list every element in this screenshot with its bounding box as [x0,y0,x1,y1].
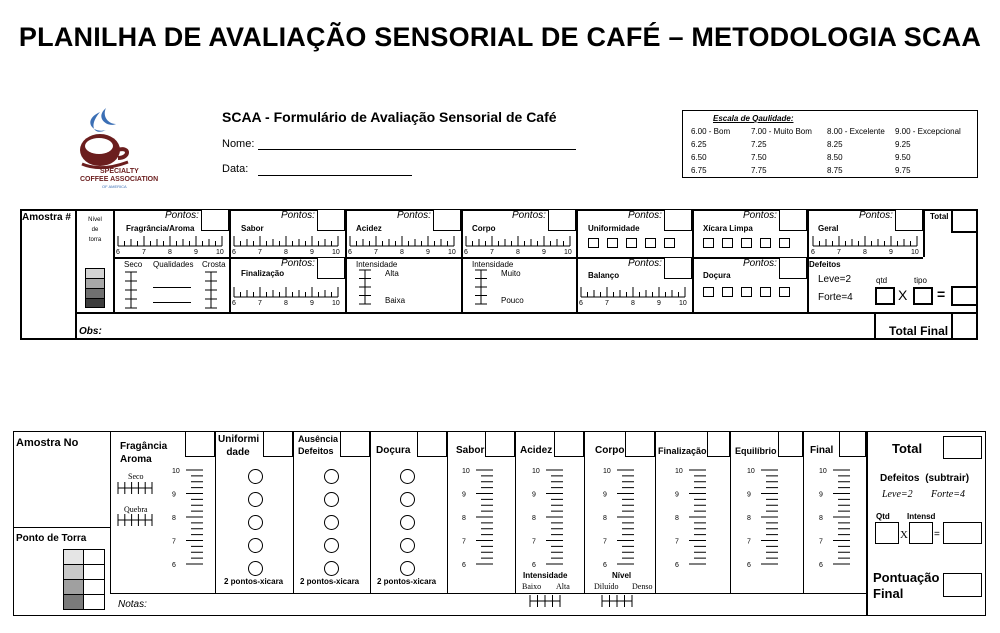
f2-body-low: Diluído [594,582,619,591]
scale-tick-label: 9 [819,491,823,499]
roast-level-label: Nível de torra [88,217,102,243]
quality-scale-cell: 9.75 [895,166,911,175]
form1-heading: SCAA - Formulário de Avaliação Sensorial de Café [222,109,557,125]
quality-scale-cell: 7.50 [751,153,767,162]
defects-x: X [898,287,908,303]
f2-frag-break-comb[interactable] [118,514,152,526]
defects-eq: = [937,286,946,302]
scale-tick-label: 6 [116,249,120,256]
f2-defects-result-box[interactable] [943,522,982,544]
points-label: Pontos: [628,210,662,221]
date-label: Data: [222,163,249,175]
defects-qty-label: qtd [876,276,888,285]
f2-defects-strong: Forte=4 [931,489,965,500]
attr-flavor: Sabor [241,224,264,233]
quality-scale-cell: 7.25 [751,140,767,149]
total-label: Total [930,212,949,221]
f2-fragrance-scale[interactable] [172,468,203,569]
scale-tick-label: 7 [819,538,823,546]
scale-tick-label: 9 [426,249,430,256]
points-label: Pontos: [397,210,431,221]
acidity-high: Alta [385,269,399,278]
f2-x: X [900,529,908,541]
scale-tick-label: 9 [310,300,314,307]
points-label: Pontos: [281,258,315,269]
logo-line1: SPECIALTY [100,168,139,175]
attr-balance: Balanço [588,271,620,280]
f2-aftertaste-scale[interactable] [675,468,706,569]
points-label: Pontos: [281,210,315,221]
scale-tick-label: 8 [516,249,520,256]
quality-scale-cell: 8.00 - Excelente [827,127,885,136]
scale-tick-label: 7 [532,538,536,546]
attr-aftertaste: Finalização [241,269,285,278]
points-label: Pontos: [743,258,777,269]
attr-body: Corpo [472,224,496,233]
scale-tick-label: 10 [216,249,224,256]
scale-tick-label: 7 [837,249,841,256]
scale-tick-label: 10 [448,249,456,256]
f2-frag-break: Quebra [124,505,148,514]
f2-fragrance-label: Fragância Aroma [120,441,168,465]
f2-score-label: Pontuação Final [873,570,940,601]
scale-tick-label: 8 [168,249,172,256]
body-low: Pouco [501,296,524,305]
obs-label: Obs: [79,326,102,337]
scale-tick-label: 9 [675,491,679,499]
f2-total-box[interactable] [943,436,982,459]
scale-tick-label: 8 [603,515,607,522]
f2-acidity-intensity-comb[interactable] [530,595,560,607]
scale-tick-label: 10 [747,468,755,475]
scale-tick-label: 6 [348,249,352,256]
scale-tick-label: 10 [532,468,540,475]
scale-tick-label: 7 [374,249,378,256]
scale-tick-label: 8 [532,515,536,522]
quality-scale-cell: 6.75 [691,166,707,175]
f2-sweetness-points: 2 pontos-xicara [377,577,437,586]
scale-tick-label: 6 [232,300,236,307]
f2-defects-label: Defeitos (subtrair) [880,473,970,484]
quality-scale-cell: 9.50 [895,153,911,162]
quality-scale-cell: 6.00 - Bom [691,127,731,136]
scale-tick-label: 9 [542,249,546,256]
frag-crust-label: Crosta [202,260,226,269]
f2-body-label: Corpo [595,445,625,456]
scale-tick-label: 7 [747,538,751,546]
scale-tick-label: 9 [462,491,466,499]
f2-absence-points: 2 pontos-xicara [300,577,360,586]
scale-tick-label: 10 [819,468,827,475]
f2-total-label: Total [892,441,923,456]
final-total-label: Total Final [889,324,949,338]
scale-tick-label: 10 [603,468,611,475]
attr-clean-cup: Xícara Limpa [703,224,753,233]
f2-qty-label: Qtd [876,512,890,521]
f2-frag-dry-comb[interactable] [118,482,152,494]
scale-tick-label: 9 [194,249,198,256]
quality-scale-cell: 8.50 [827,153,843,162]
scale-tick-label: 10 [462,468,470,475]
defects-light: Leve=2 [818,274,852,285]
f2-acidity-scale[interactable] [532,468,563,569]
f2-qty-box[interactable] [875,522,899,544]
scale-tick-label: 8 [863,249,867,256]
f2-body-scale[interactable] [603,468,634,569]
f2-acidity-high: Alta [556,582,570,591]
scale-tick-label: 6 [603,562,607,569]
scale-tick-label: 6 [747,562,751,569]
defects-type-label: tipo [914,276,927,285]
quality-scale-cell: 8.75 [827,166,843,175]
logo-line2: COFFEE ASSOCIATION [80,176,159,183]
points-label: Pontos: [512,210,546,221]
quality-scale-cell: 7.75 [751,166,767,175]
f2-acidity-intensity: Intensidade [523,571,568,580]
scale-tick-label: 9 [657,300,661,307]
scale-tick-label: 6 [819,562,823,569]
f2-sweetness-label: Doçura [376,445,411,456]
scale-tick-label: 10 [172,468,180,475]
scale-tick-label: 8 [747,515,751,522]
quality-scale-cell: 9.00 - Excepcional [895,127,961,136]
scale-tick-label: 8 [631,300,635,307]
f2-sample-label: Amostra No [16,437,79,449]
f2-final-label: Final [810,445,834,456]
scale-tick-label: 10 [679,300,687,307]
attr-fragrance: Fragrância/Aroma [126,224,195,233]
scale-tick-label: 7 [462,538,466,546]
attr-defects: Defeitos [809,260,841,269]
scale-tick-label: 9 [889,249,893,256]
points-label: Pontos: [165,210,199,221]
scale-tick-label: 9 [172,491,176,499]
f2-score-box[interactable] [943,573,982,597]
scale-tick-label: 6 [232,249,236,256]
scale-tick-label: 7 [490,249,494,256]
scale-tick-label: 8 [284,300,288,307]
scale-tick-label: 7 [603,538,607,546]
scale-tick-label: 6 [532,562,536,569]
acidity-intensity-label: Intensidade [356,260,398,269]
scale-tick-label: 10 [332,300,340,307]
scale-tick-label: 7 [258,249,262,256]
quality-scale-title: Escala de Qaulidade: [713,114,794,123]
f2-flavor-label: Sabor [456,445,485,456]
f2-acidity-label: Acidez [520,445,553,456]
f2-defects-light: Leve=2 [882,489,913,500]
f2-body-level: Nível [612,571,632,580]
f2-body-level-comb[interactable] [602,595,632,607]
scale-tick-label: 7 [605,300,609,307]
sample-label: Amostra # [22,212,71,223]
scale-tick-label: 7 [675,538,679,546]
scale-tick-label: 8 [400,249,404,256]
scale-tick-label: 6 [464,249,468,256]
scale-tick-label: 9 [603,491,607,499]
scale-tick-label: 7 [142,249,146,256]
points-label: Pontos: [743,210,777,221]
name-label: Nome: [222,138,255,150]
frag-qualities-label: Qualidades [153,260,194,269]
scale-tick-label: 6 [172,562,176,569]
scale-tick-label: 8 [819,515,823,522]
quality-scale-cell: 6.25 [691,140,707,149]
f2-eq: = [934,529,940,540]
defects-strong: Forte=4 [818,292,853,303]
quality-scale-cell: 7.00 - Muito Bom [751,127,812,136]
scale-tick-label: 8 [462,515,466,522]
scale-tick-label: 9 [747,491,751,499]
f2-uniformity-label: Uniformi dade [218,434,260,458]
scale-tick-label: 10 [675,468,683,475]
logo-line3: OF AMERICA [102,184,127,189]
scale-tick-label: 8 [172,515,176,522]
f2-uniformity-points: 2 pontos-xicara [224,577,284,586]
body-intensity-label: Intensidade [472,260,514,269]
f2-roast-label: Ponto de Torra [16,533,87,544]
f2-absence-label: Ausência Defeitos [298,434,339,456]
scale-tick-label: 10 [911,249,919,256]
f2-flavor-scale[interactable] [462,468,493,569]
body-high: Muito [501,269,521,278]
scale-tick-label: 6 [579,300,583,307]
quality-scale-cell: 9.25 [895,140,911,149]
attr-sweetness: Doçura [703,271,731,280]
quality-scale-cell: 8.25 [827,140,843,149]
scale-tick-label: 10 [564,249,572,256]
f2-frag-dry: Seco [128,472,144,481]
scale-tick-label: 6 [462,562,466,569]
attr-uniformity: Uniformidade [588,224,640,233]
scale-tick-label: 9 [310,249,314,256]
scale-tick-label: 10 [332,249,340,256]
f2-intensity-box[interactable] [909,522,933,544]
quality-scale-cell: 6.50 [691,153,707,162]
scale-tick-label: 7 [172,538,176,546]
scale-tick-label: 6 [675,562,679,569]
f2-intensity-short: Intensd [907,512,936,521]
page-title: PLANILHA DE AVALIAÇÃO SENSORIAL DE CAFÉ – METODOLOGIA SCAA [18,22,982,52]
frag-dry-label: Seco [124,260,143,269]
f2-notes-label: Notas: [118,599,147,610]
f2-balance-scale[interactable] [747,468,778,569]
scale-tick-label: 9 [532,491,536,499]
points-label: Pontos: [628,258,662,269]
f2-final-scale[interactable] [819,468,850,569]
scale-tick-label: 8 [284,249,288,256]
attr-overall: Geral [818,224,839,233]
acidity-low: Baixa [385,296,406,305]
f2-body-high: Denso [632,582,653,591]
scale-tick-label: 6 [811,249,815,256]
f2-acidity-low: Baixo [522,582,542,591]
points-label: Pontos: [859,210,893,221]
attr-acidity: Acidez [356,224,382,233]
scale-tick-label: 7 [258,300,262,307]
scale-tick-label: 8 [675,515,679,522]
f2-aftertaste-label: Finalização [658,446,707,456]
f2-balance-label: Equilíbrio [735,446,777,456]
